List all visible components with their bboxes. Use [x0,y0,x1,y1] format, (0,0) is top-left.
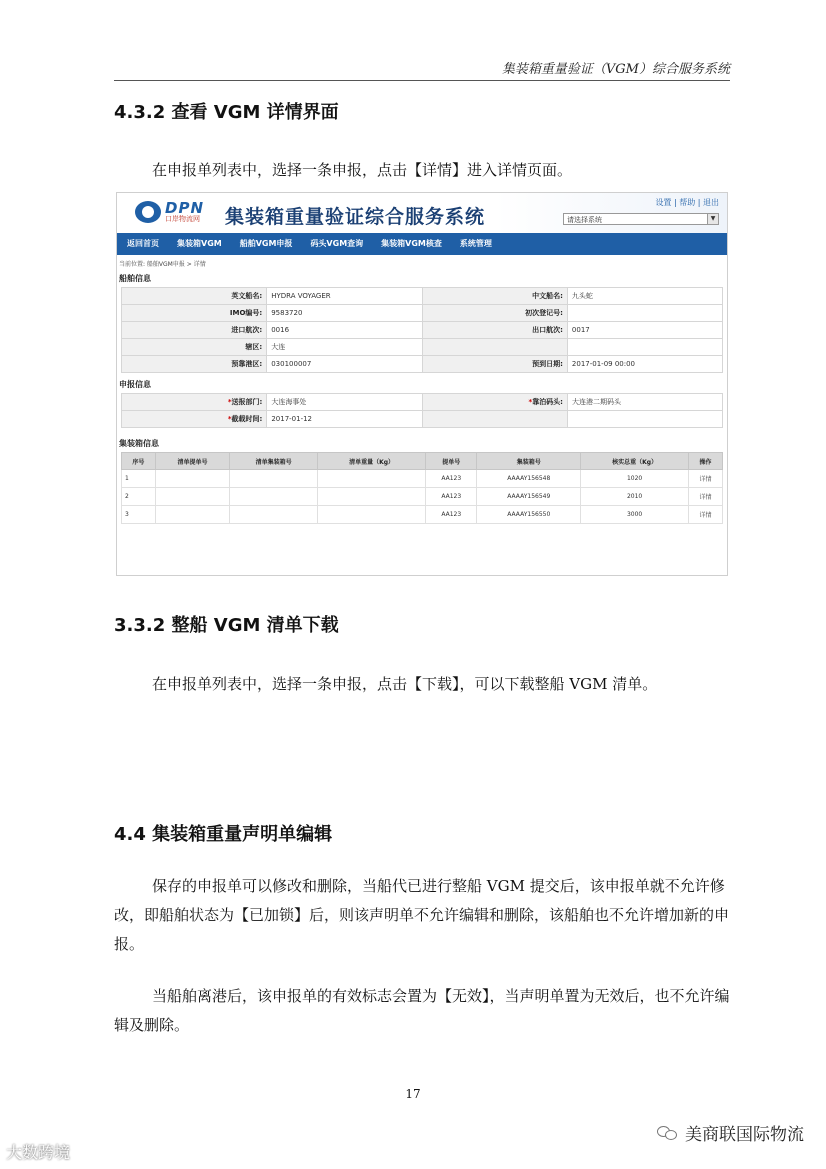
cell-bl: AA123 [426,470,477,488]
field-label [422,339,567,356]
table-row [122,488,723,506]
running-header: 集装箱重量验证（VGM）综合服务系统 [501,62,730,77]
nav-ship-vgm[interactable]: 船舶VGM申报 [239,239,293,248]
cell [155,506,229,524]
system-select-value: 请选择系统 [567,216,602,224]
table-row [122,305,723,322]
field-label: 英文船名: [122,288,267,305]
field-value [568,411,723,428]
field-value [567,305,722,322]
app-banner [117,193,727,233]
watermark-left: 大数跨境 [6,1143,71,1162]
field-value: 0016 [267,322,423,339]
field-label: 辖区: [122,339,267,356]
cell-container: AAAAY156549 [477,488,581,506]
nav-system-admin[interactable]: 系统管理 [459,239,492,248]
field-value: 大连港二期码头 [568,394,723,411]
field-value: 九头蛇 [567,288,722,305]
table-row [122,288,723,305]
field-value: 0017 [567,322,722,339]
dpn-logo-icon [135,201,161,223]
col-header: 集装箱号 [477,453,581,470]
cell-bl: AA123 [426,506,477,524]
table-row [122,356,723,373]
wechat-icon [657,1125,679,1141]
nav-container-check[interactable]: 集装箱VGM核查 [381,239,442,248]
field-value [567,339,722,356]
cell-no: 1 [122,470,156,488]
col-header: 清单重量（Kg） [318,453,426,470]
field-label: 进口航次: [122,322,267,339]
grid-header-row [122,453,723,470]
field-value: 9583720 [267,305,423,322]
field-label: IMO编号: [122,305,267,322]
watermark-right [657,1120,804,1145]
field-label: 预到日期: [422,356,567,373]
vgm-detail-screenshot [116,192,728,576]
ship-info-heading: 船舶信息 [119,274,151,283]
nav-home[interactable]: 返回首页 [127,239,159,248]
chevron-down-icon[interactable]: ▼ [707,214,718,224]
cell-bl: AA123 [426,488,477,506]
system-title: 集装箱重量验证综合服务系统 [225,206,486,228]
detail-link[interactable]: 详情 [689,488,723,506]
section-paragraph-1: 保存的申报单可以修改和删除，当船代已进行整船 VGM 提交后，该申报单就不允许修改，即船舶状态为【已加锁】后，则该声明单不允许编辑和删除，该船舶也不允许增加新的申报。 [114,877,730,953]
cell-container: AAAAY156550 [477,506,581,524]
table-row [122,506,723,524]
cell-weight: 1020 [581,470,689,488]
field-value: 2017-01-12 [267,411,422,428]
cell [155,488,229,506]
col-header: 操作 [689,453,723,470]
field-label: 中文船名: [422,288,567,305]
cell [155,470,229,488]
section-text-3-3-2: 在申报单列表中，选择一条申报，点击【下载】，可以下载整船 VGM 清单。 [152,675,658,693]
cell-container: AAAAY156548 [477,470,581,488]
watermark-right-text: 美商联国际物流 [685,1125,804,1145]
field-label: 初次登记号: [422,305,567,322]
section-heading-4-3-2: 4.3.2 查看 VGM 详情界面 [114,102,339,123]
field-label: *截载时间: [122,411,267,428]
detail-link[interactable]: 详情 [689,470,723,488]
nav-container-vgm[interactable]: 集装箱VGM [177,239,222,248]
container-info-heading: 集装箱信息 [119,439,159,448]
cell [318,470,426,488]
col-header: 提单号 [426,453,477,470]
section-text-4-3-2: 在申报单列表中，选择一条申报，点击【详情】进入详情页面。 [152,161,573,179]
cell [230,506,318,524]
col-header: 序号 [122,453,156,470]
container-grid [121,452,723,524]
field-value: 大连海事处 [267,394,422,411]
section-paragraph-2: 当船舶离港后，该申报单的有效标志会置为【无效】，当声明单置为无效后，也不允许编辑及删除。 [114,987,730,1034]
table-row [122,394,723,411]
dpn-logo [135,201,204,223]
cell-weight: 3000 [581,506,689,524]
col-header: 核实总重（Kg） [581,453,689,470]
detail-link[interactable]: 详情 [689,506,723,524]
cell [318,488,426,506]
table-row [122,322,723,339]
cell-no: 2 [122,488,156,506]
table-row [122,470,723,488]
field-label: 出口航次: [422,322,567,339]
logo-brand: DPN [165,199,204,217]
col-header: 清单提单号 [155,453,229,470]
ship-info-table [121,287,723,373]
section-heading-3-3-2: 3.3.2 整船 VGM 清单下载 [114,615,339,636]
field-label: 预靠港区: [122,356,267,373]
cell-no: 3 [122,506,156,524]
field-label [422,411,567,428]
header-rule [114,80,730,81]
logo-sub: 口岸物流网 [165,215,200,223]
field-value: 2017-01-09 00:00 [567,356,722,373]
breadcrumb: 当前位置: 船舶VGM申报 > 详情 [119,261,206,268]
page-number: 17 [405,1087,421,1101]
field-value: HYDRA VOYAGER [267,288,423,305]
field-label: *送报部门: [122,394,267,411]
field-value: 030100007 [267,356,423,373]
top-links[interactable]: 设置 | 帮助 | 退出 [655,198,719,207]
col-header: 清单集装箱号 [230,453,318,470]
declare-info-table [121,393,723,428]
cell [230,488,318,506]
cell [230,470,318,488]
field-label: *靠泊码头: [422,394,567,411]
table-row [122,339,723,356]
table-row [122,411,723,428]
declare-info-heading: 申报信息 [119,380,151,389]
cell [318,506,426,524]
system-select[interactable] [563,213,719,225]
nav-terminal-query[interactable]: 码头VGM查询 [310,239,364,248]
field-value: 大连 [267,339,423,356]
section-heading-4-4: 4.4 集装箱重量声明单编辑 [114,824,333,845]
cell-weight: 2010 [581,488,689,506]
main-nav [117,233,727,255]
